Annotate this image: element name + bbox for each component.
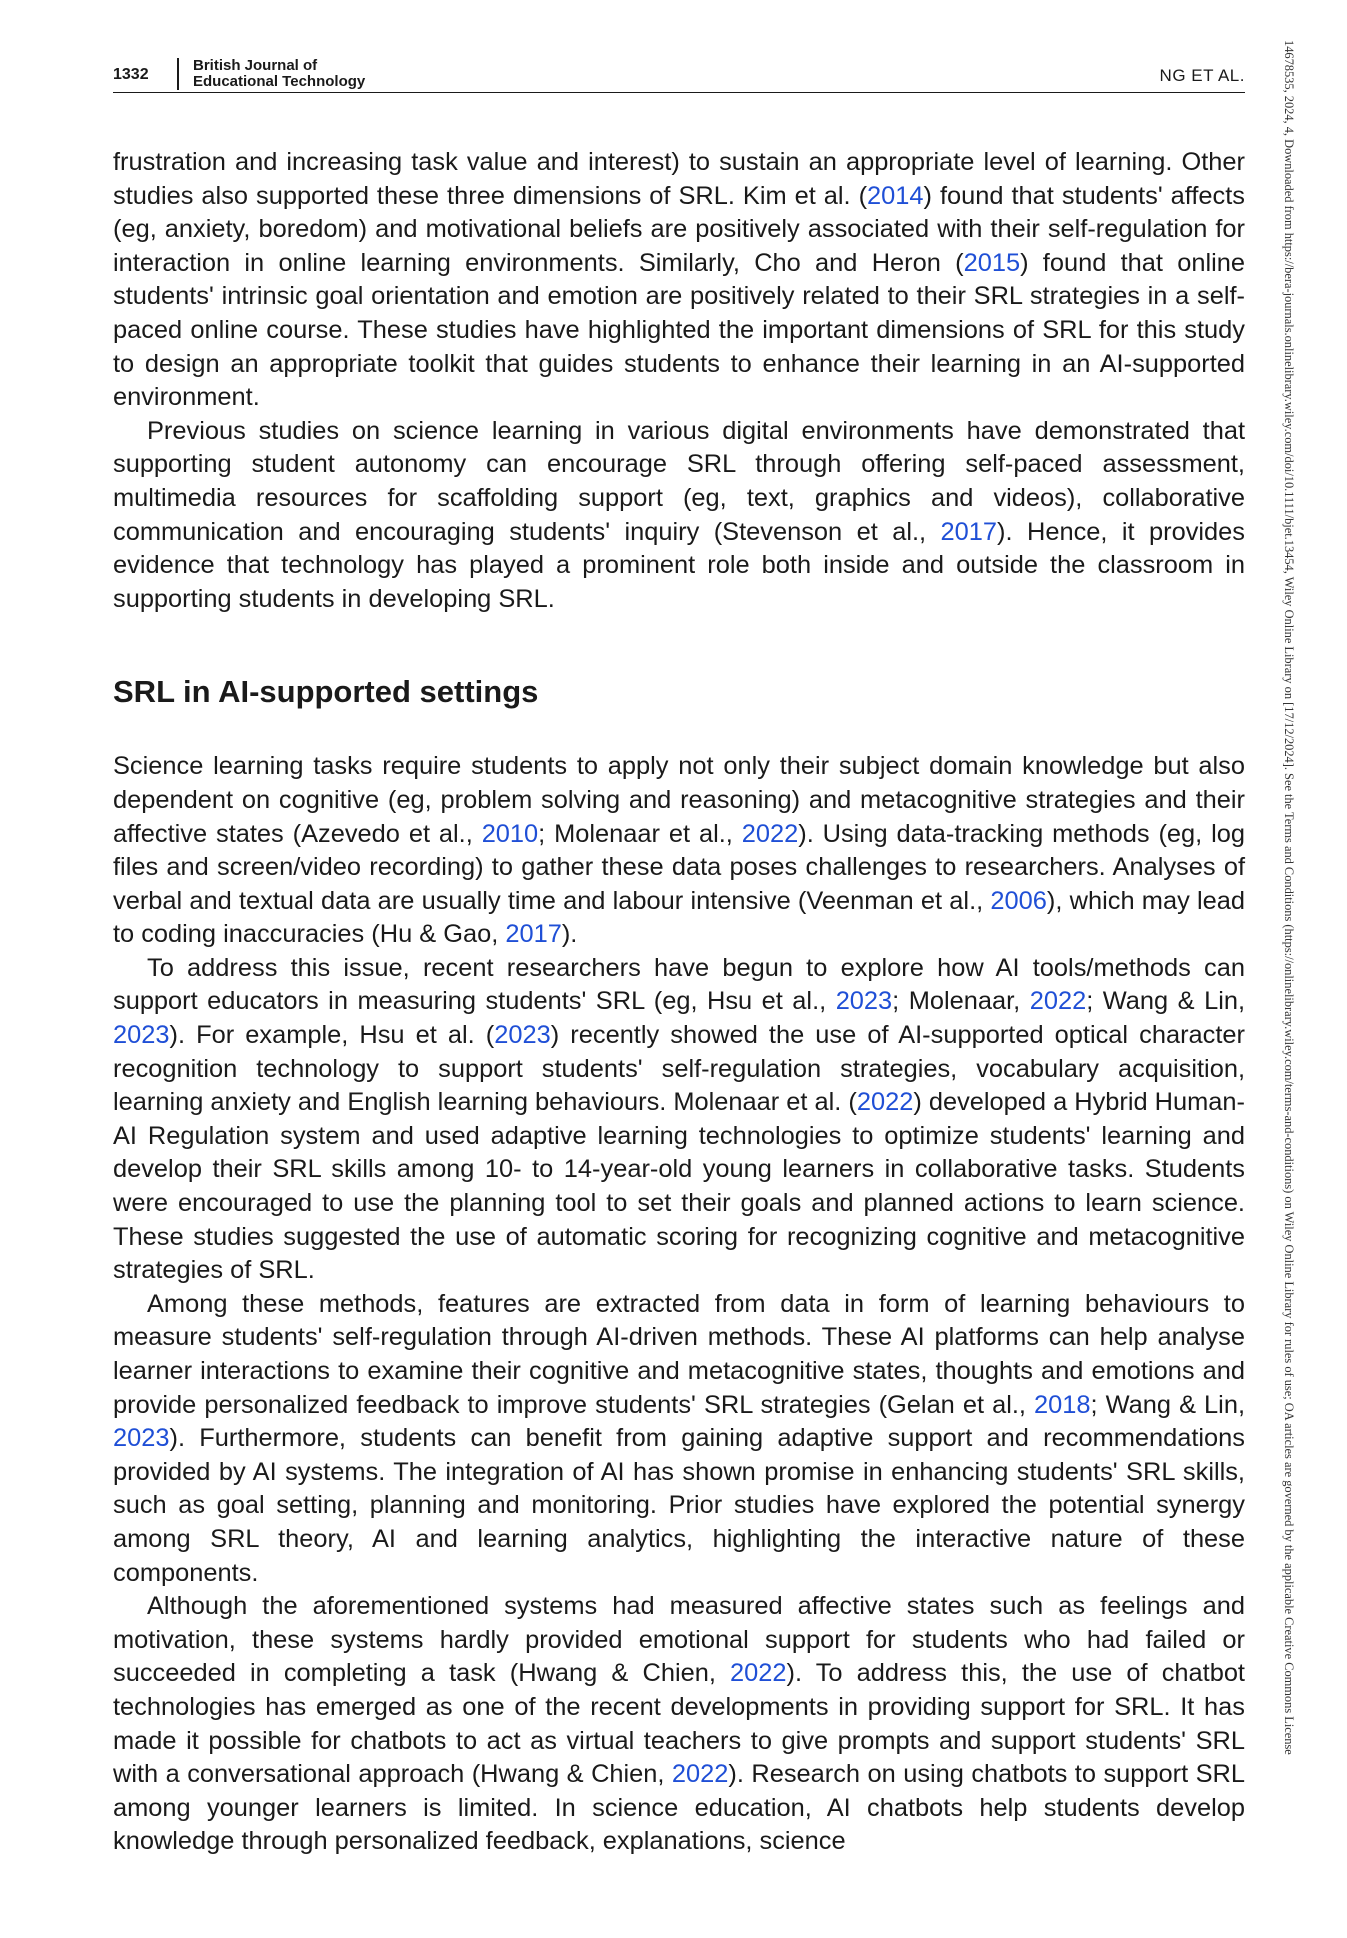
paragraphs-top <box>113 146 1245 616</box>
citation-year-link[interactable]: 2023 <box>494 1021 551 1050</box>
text-run: frustration and increasing task value and interest) to sustain an appropriate level of learning. Other studies also supported these three dimensions of SRL. Kim et al. ( <box>113 148 1245 210</box>
citation-year-link[interactable]: 2006 <box>990 886 1047 915</box>
article-body <box>113 146 1245 1859</box>
text-run: ; Wang & Lin, <box>1090 1390 1245 1419</box>
citation-year-link[interactable]: 2015 <box>963 248 1021 277</box>
citation-year-link[interactable]: 2022 <box>856 1088 914 1117</box>
text-run: ). For example, Hsu et al. ( <box>169 1021 495 1050</box>
journal-title <box>193 58 365 90</box>
text-run: Science learning tasks require students to apply not only their subject domain knowledge but also dependent on cognitive (eg, problem solving and reasoning) and metacognitive strategies and their affective states (Azevedo et al., <box>113 752 1245 848</box>
citation-year-link[interactable]: 2010 <box>481 819 539 848</box>
section-heading: SRL in AI-supported settings <box>113 674 539 710</box>
text-run: ; Molenaar, <box>892 987 1030 1016</box>
text-run: Previous studies on science learning in various digital environments have demonstrated that supporting student autonomy can encourage SRL through offering self-paced assessment, multimedia resources for scaffolding support (eg, text, graphics and videos), collaborative communication and encouraging students' inquiry (Stevenson et al., <box>113 416 1245 546</box>
page-header <box>113 56 1245 96</box>
text-run: Among these methods, features are extracted from data in form of learning behaviours to measure students' self-regulation through AI-driven methods. These AI platforms can help analyse learner interactions to examine their cognitive and metacognitive states, thoughts and emotions and provide personalized feedback to improve students' SRL strategies (Gelan et al., <box>113 1289 1245 1419</box>
text-run: ), which may lead to coding inaccuracies (Hu & Gao, <box>113 886 1245 949</box>
page-number: 1332 <box>113 66 149 83</box>
citation-year-link[interactable]: 2023 <box>113 1021 170 1050</box>
download-sidebar: 14678535, 2024, 4, Downloaded from https://bera-journals.onlinelibrary.wiley.com/doi/10.1111/bjet.13454, Wiley Online Library on [17/12/2024]. See the Terms and Conditions (https://onlinelibrary.wiley.com/terms-and-conditions) on Wiley Online Library for rules of use; OA articles are governed by the applicable Creative Commons License <box>1282 40 1296 1755</box>
journal-title-line-2: Educational Technology <box>193 73 366 90</box>
text-run: ) found that students' affects (eg, anxiety, boredom) and motivational beliefs are positively associated with their self-regulation for interaction in online learning environments. Similarly, Cho and Heron ( <box>113 181 1245 277</box>
text-run: ). Using data-tracking methods (eg, log files and screen/video recording) to gather these data poses challenges to researchers. Analyses of verbal and textual data are usually time and labour intensive (Veenman et al., <box>113 819 1245 915</box>
text-run: ). Research on using chatbots to support SRL among younger learners is limited. In science education, AI chatbots help students develop knowledge through personalized feedback, explanations, science <box>113 1760 1245 1856</box>
text-run: To address this issue, recent researchers have begun to explore how AI tools/methods can support educators in measuring students' SRL (eg, Hsu et al., <box>113 953 1245 1016</box>
text-run: ). To address this, the use of chatbot technologies has emerged as one of the recent developments in providing support for SRL. It has made it possible for chatbots to act as virtual teachers to give prompts and support students' SRL with a conversational approach (Hwang & Chien, <box>113 1659 1245 1789</box>
text-run: ). Furthermore, students can benefit from gaining adaptive support and recommendations provided by AI systems. The integration of AI has shown promise in enhancing students' SRL skills, such as goal setting, planning and monitoring. Prior studies have explored the potential synergy among SRL theory, AI and learning analytics, highlighting the interactive nature of these components. <box>113 1424 1245 1587</box>
text-run: ) developed a Hybrid Human-AI Regulation system and used adaptive learning technologies to optimize students' learning and develop their SRL skills among 10- to 14-year-old young learners in collaborative tasks. Students were encouraged to use the planning tool to set their goals and planned actions to learn science. These studies suggested the use of automatic scoring for recognizing cognitive and metacognitive strategies of SRL. <box>113 1088 1245 1285</box>
header-rule <box>113 92 1245 93</box>
citation-year-link[interactable]: 2022 <box>1029 987 1087 1016</box>
citation-year-link[interactable]: 2014 <box>867 181 924 210</box>
text-run: Although the aforementioned systems had measured affective states such as feelings and motivation, these systems hardly provided emotional support for students who had failed or succeeded in completing a task (Hwang & Chien, <box>113 1592 1245 1688</box>
text-run: ; Wang & Lin, <box>1086 987 1246 1016</box>
paragraph <box>113 952 1245 1288</box>
paragraph <box>113 415 1245 617</box>
running-head: NG ET AL. <box>1159 66 1245 85</box>
header-divider <box>177 58 179 90</box>
paragraph <box>113 1590 1245 1859</box>
text-run: ). Hence, it provides evidence that technology has played a prominent role both inside and outside the classroom in supporting students in developing SRL. <box>113 517 1245 613</box>
paragraph <box>113 1288 1245 1590</box>
citation-year-link[interactable]: 2018 <box>1034 1390 1091 1419</box>
text-run: ) recently showed the use of AI-supported optical character recognition technology to support students' self-regulation strategies, vocabulary acquisition, learning anxiety and English learning behaviours. Molenaar et al. ( <box>113 1021 1245 1117</box>
citation-year-link[interactable]: 2023 <box>835 987 893 1016</box>
citation-year-link[interactable]: 2017 <box>940 517 998 546</box>
journal-title-line-1: British Journal of <box>193 57 318 74</box>
paragraph <box>113 750 1245 952</box>
text-run: ; Molenaar et al., <box>538 819 742 848</box>
citation-year-link[interactable]: 2023 <box>113 1424 170 1453</box>
citation-year-link[interactable]: 2022 <box>730 1659 787 1688</box>
text-run: ). <box>561 920 578 949</box>
citation-year-link[interactable]: 2022 <box>741 819 799 848</box>
text-run: ) found that online students' intrinsic goal orientation and emotion are positively related to their SRL strategies in a self-paced online course. These studies have highlighted the important dimensions of SRL for this study to design an appropriate toolkit that guides students to enhance their learning in an AI-supported environment. <box>113 248 1246 412</box>
paragraphs-section <box>113 750 1245 1859</box>
citation-year-link[interactable]: 2022 <box>671 1760 729 1789</box>
paragraph <box>113 146 1245 415</box>
citation-year-link[interactable]: 2017 <box>505 920 562 949</box>
